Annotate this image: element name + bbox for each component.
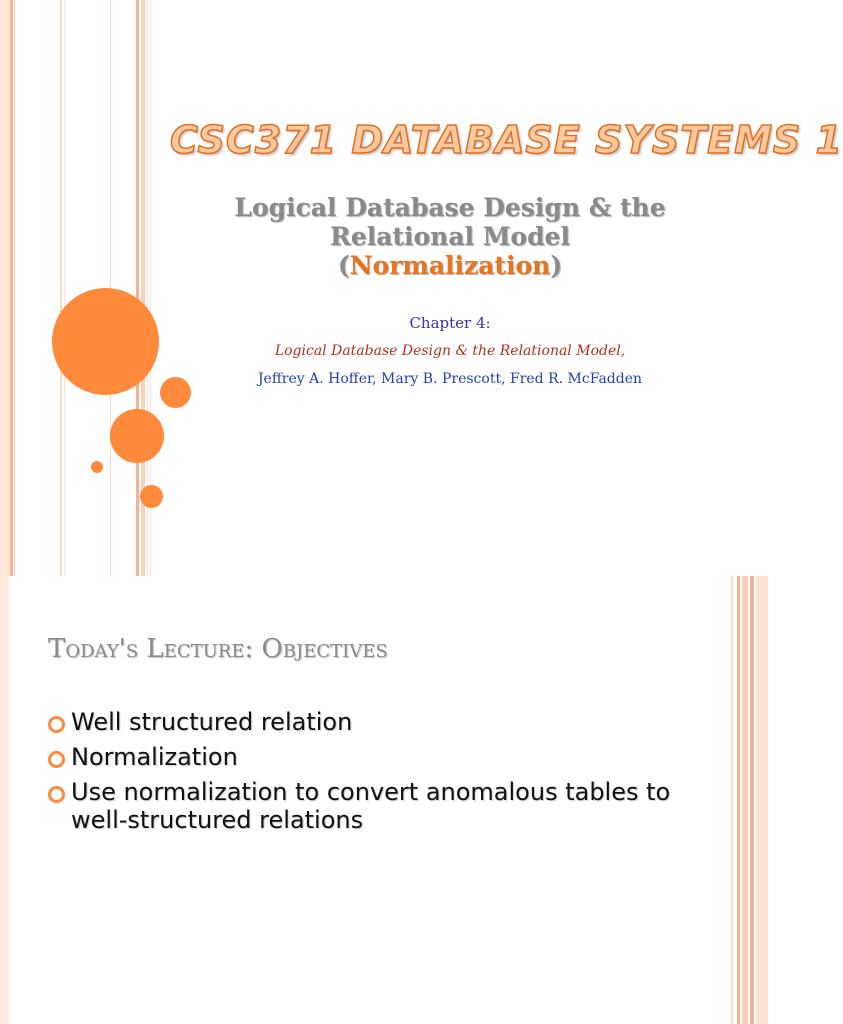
subtitle-line-1: Logical Database Design & the <box>234 193 666 222</box>
decorative-circle-tiny <box>91 461 103 473</box>
decorative-stripe <box>737 576 740 1024</box>
subtitle-line-2: Relational Model <box>330 222 570 251</box>
decorative-stripe <box>64 0 65 576</box>
bullet-text: Well structured relation <box>71 708 353 736</box>
decorative-circle-small <box>160 377 191 408</box>
decorative-stripe <box>742 576 748 1024</box>
bullet-text: Use normalization to convert anomalous tables to well-structured relations <box>71 778 671 834</box>
subtitle-paren-close: ) <box>550 251 563 280</box>
decorative-stripe <box>136 0 139 576</box>
decorative-stripe <box>750 576 754 1024</box>
subtitle-line-3 <box>190 251 710 280</box>
list-item <box>48 743 688 771</box>
objectives-list <box>48 708 688 841</box>
bullet-ring-icon <box>48 751 65 768</box>
bullet-text: Normalization <box>71 743 238 771</box>
bullet-ring-icon <box>48 786 65 803</box>
decorative-stripe <box>10 0 13 576</box>
slide-subtitle <box>190 193 710 280</box>
list-item <box>48 708 688 736</box>
list-item <box>48 778 688 834</box>
book-authors: Jeffrey A. Hoffer, Mary B. Prescott, Fred R. McFadden <box>257 371 643 387</box>
decorative-stripe <box>0 0 10 576</box>
chapter-label: Chapter 4: <box>409 314 491 332</box>
decorative-stripe <box>731 576 733 1024</box>
decorative-circle-large <box>52 288 159 395</box>
decorative-circle-medium <box>110 409 164 463</box>
book-title: Logical Database Design & the Relational Model, <box>274 343 626 359</box>
slide-title: Today's Lecture: Objectives <box>48 634 388 664</box>
decorative-stripe <box>0 576 9 1024</box>
decorative-stripe <box>756 576 768 1024</box>
objectives-slide <box>0 576 768 1024</box>
course-title: CSC371 DATABASE SYSTEMS 1 <box>170 118 843 162</box>
subtitle-highlight: Normalization <box>349 251 551 280</box>
bullet-ring-icon <box>48 716 65 733</box>
decorative-stripe <box>60 0 62 576</box>
decorative-stripe <box>14 0 15 576</box>
subtitle-paren-open: ( <box>337 251 350 280</box>
decorative-circle-small <box>140 485 163 508</box>
